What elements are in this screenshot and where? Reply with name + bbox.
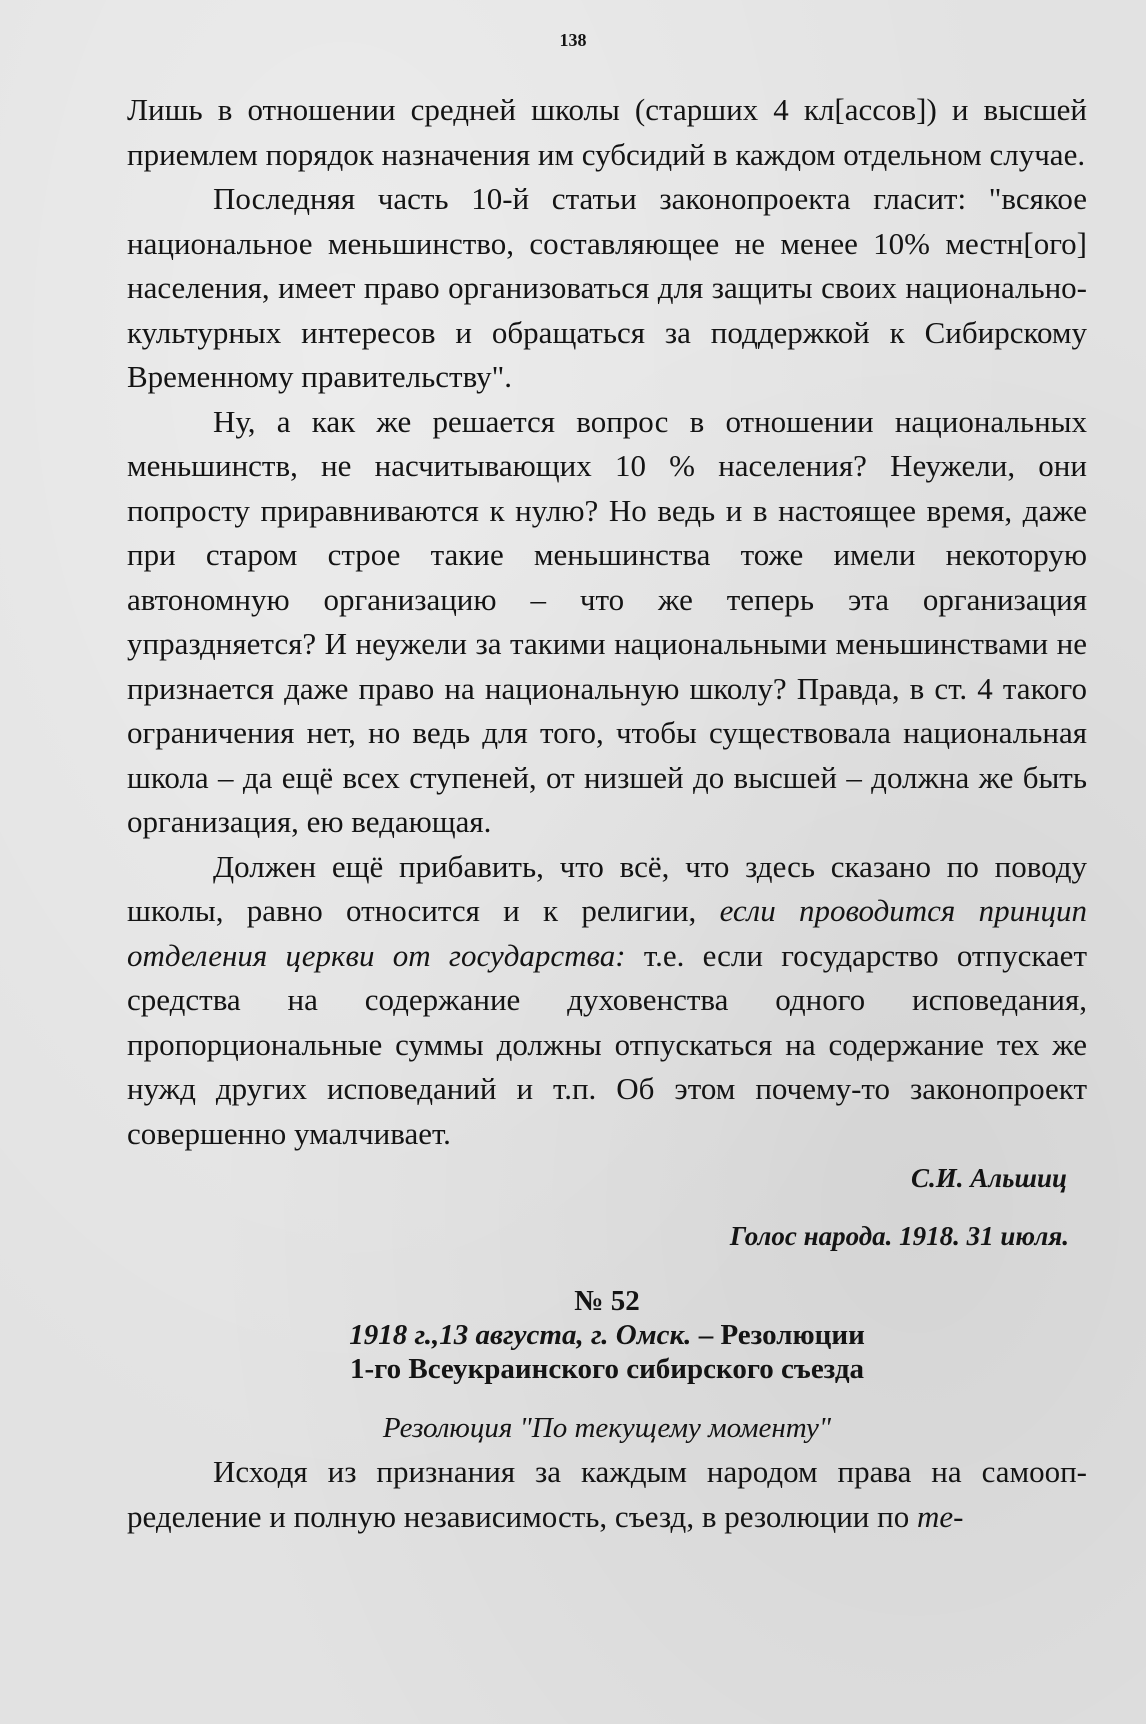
paragraph-4-italic: если проводится принцип отделения церкви от государства: [127, 893, 1088, 973]
document-date-place: 1918 г.,13 августа, г. Омск. [349, 1319, 692, 1351]
document-title-line [127, 1318, 1087, 1352]
resolution-title: Резолюция "По текущему моменту" [382, 1412, 832, 1444]
paragraph-1: Лишь в отношении средней школы (старших 4 кл[ассов]) и высшей приемлем порядок назначения им субсидий в каждом отдельном случае. [127, 92, 1087, 172]
last-paragraph [127, 1450, 1087, 1539]
document-number: № 52 [574, 1285, 640, 1317]
page-number: 138 [559, 30, 587, 50]
document-title-part1: – Резолюции [691, 1319, 865, 1351]
document-header [127, 1284, 1087, 1386]
last-paragraph-italic-tail: те- [917, 1498, 964, 1534]
author-signature: С.И. Альшиц [911, 1163, 1067, 1193]
source-citation: Голос народа. 1918. 31 июля. [729, 1221, 1069, 1251]
last-paragraph-text: Исходя из признания за каждым народом права на самоопределение и полную независимость, съезд, в резолюции по [127, 1454, 1087, 1534]
paragraph-4-start: Должен ещё прибавить, что всё, что здесь сказано по поводу школы, равно относится и к религии, [127, 848, 1087, 928]
document-title-part2: 1-го Всеукраинского сибирского съезда [350, 1353, 864, 1385]
paragraph-2: Последняя часть 10-й статьи законопроекта гласит: "всякое национальное меньшинство, составляющее не менее 10% местн[ого] населения, имеет право организоваться для защиты своих национально-культурных интересов и обращаться за поддержкой к Сибирскому Временному правительству". [127, 181, 1087, 394]
paragraph-4 [127, 845, 1087, 1157]
paragraph-3: Ну, а как же решается вопрос в отношении национальных меньшинств, не насчитывающих 10 % населения? Неужели, они попросту приравниваются к нулю? Но ведь и в настоящее время, даже при старом строе такие меньшинства тоже имели некоторую автономную организацию – что же теперь эта организация упраздняется? И неужели за такими национальными меньшинствами не признается даже право на национальную школу? Правда, в ст. 4 такого ограничения нет, но ведь для того, чтобы существовала национальная школа – да ещё всех ступеней, от низшей до высшей – должна же быть организация, ею ведающая. [127, 403, 1087, 839]
page-content [127, 88, 1087, 1539]
paragraph-4-end: т.е. если государство отпускает средства на содержание духовенства одного исповедания, пропорциональные суммы должны отпускаться на содержание тех же нужд других исповеданий и т.п. Об этом почему-то законопроект совершенно умалчивает. [127, 937, 1087, 1151]
